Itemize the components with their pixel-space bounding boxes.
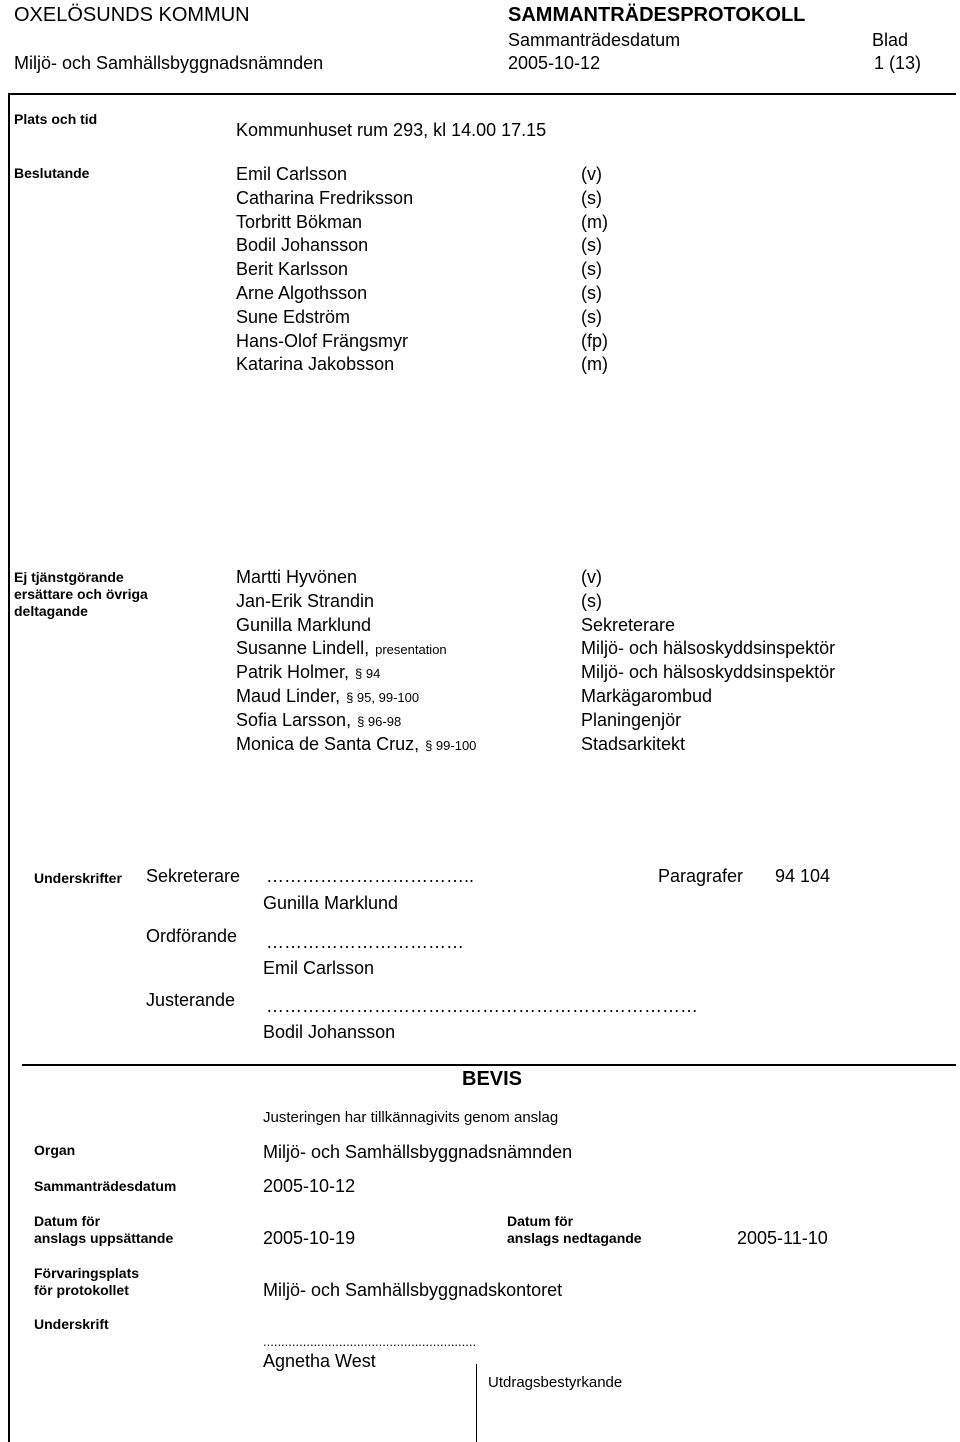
participant-name-row	[236, 710, 401, 731]
board-name: Miljö- och Samhällsbyggnadsnämnden	[14, 53, 324, 73]
paragraphs-value: 94 104	[775, 866, 831, 886]
removed-label-line-1: Datum för	[507, 1213, 574, 1229]
deciding-label: Beslutande	[14, 165, 90, 181]
participant-role: Miljö- och hälsoskyddsinspektör	[581, 662, 836, 683]
meeting-date-value: 2005-10-12	[508, 53, 601, 73]
place-value: Kommunhuset rum 293, kl 14.00 17.15	[236, 120, 547, 140]
left-border	[8, 93, 10, 1442]
deciding-member-name: Torbritt Bökman	[236, 211, 363, 232]
deciding-member-name: Berit Karlsson	[236, 259, 349, 280]
meeting-date-label: Sammanträdesdatum	[508, 30, 681, 50]
deciding-member-name: Bodil Johansson	[236, 235, 369, 256]
deciding-member-name: Emil Carlsson	[236, 164, 348, 184]
participant-role: Sekreterare	[581, 614, 676, 635]
participant-name-row	[236, 662, 380, 683]
page-label: Blad	[872, 30, 909, 50]
others-label-line-3: deltagande	[14, 603, 88, 619]
chair-name: Emil Carlsson	[263, 958, 375, 978]
participant-role: (s)	[581, 590, 602, 611]
deciding-member-name: Hans-Olof Frängsmyr	[236, 330, 409, 351]
paragraphs-label: Paragrafer	[658, 866, 744, 886]
deciding-member-party: (s)	[581, 306, 602, 327]
posted-label-line-2: anslags uppsättande	[34, 1230, 174, 1246]
deciding-member-party: (m)	[581, 211, 608, 232]
secretary-name: Gunilla Marklund	[263, 893, 399, 913]
participant-role: (v)	[581, 567, 602, 587]
posted-date-value: 2005-10-19	[263, 1228, 356, 1248]
participant-role: Stadsarkitekt	[581, 733, 686, 754]
others-label-line-2: ersättare och övriga	[14, 586, 148, 602]
deciding-member-party: (fp)	[581, 330, 608, 351]
participant-note: presentation	[375, 642, 447, 658]
participant-name-row	[236, 734, 476, 755]
participant-role: Planingenjör	[581, 709, 682, 730]
adjuster-name: Bodil Johansson	[263, 1022, 396, 1042]
participant-role: Markägarombud	[581, 686, 713, 706]
certifier-label: Utdragsbestyrkande	[488, 1374, 623, 1391]
bevis-date-label: Sammanträdesdatum	[34, 1178, 177, 1194]
participant-name-row	[236, 638, 447, 659]
deciding-member-name: Sune Edström	[236, 306, 351, 327]
removed-label-line-2: anslags nedtagande	[507, 1230, 642, 1246]
participant-note: § 96-98	[357, 713, 402, 729]
municipality-name: OXELÖSUNDS KOMMUN	[14, 4, 250, 26]
participant-name: Martti Hyvönen	[236, 567, 358, 587]
bevis-divider	[22, 1064, 956, 1066]
bevis-intro: Justeringen har tillkännagivits genom anslag	[263, 1109, 559, 1126]
participant-name: Gunilla Marklund	[236, 614, 372, 635]
page-value: 1 (13)	[874, 53, 922, 73]
participant-name: Monica de Santa Cruz,	[236, 733, 420, 754]
participant-name: Susanne Lindell,	[236, 638, 370, 659]
participant-role: Miljö- och hälsoskyddsinspektör	[581, 638, 836, 659]
bevis-title: BEVIS	[462, 1068, 523, 1090]
deciding-member-party: (s)	[581, 283, 602, 303]
organ-label: Organ	[34, 1142, 76, 1158]
deciding-member-party: (s)	[581, 259, 602, 280]
storage-label-line-2: för protokollet	[34, 1282, 129, 1298]
adjuster-label: Justerande	[146, 990, 236, 1010]
signature-name: Agnetha West	[263, 1351, 376, 1371]
deciding-member-name: Arne Algothsson	[236, 283, 368, 303]
signature-line: ...........................................................	[263, 1334, 477, 1349]
storage-value: Miljö- och Samhällsbyggnadskontoret	[263, 1280, 563, 1300]
deciding-member-name: Catharina Fredriksson	[236, 187, 414, 208]
participant-note: § 99-100	[425, 737, 477, 753]
participant-name-row	[236, 567, 363, 588]
signature-label: Underskrift	[34, 1316, 109, 1332]
header-divider	[8, 93, 956, 95]
participant-name: Jan-Erik Strandin	[236, 590, 375, 611]
bevis-date-value: 2005-10-12	[263, 1176, 356, 1196]
participant-name-row	[236, 591, 380, 612]
deciding-member-party: (m)	[581, 354, 608, 375]
document-type: SAMMANTRÄDESPROTOKOLL	[508, 4, 806, 26]
removed-date-value: 2005-11-10	[737, 1228, 828, 1248]
participant-name: Sofia Larsson,	[236, 709, 352, 730]
chair-label: Ordförande	[146, 926, 238, 946]
deciding-member-name: Katarina Jakobsson	[236, 354, 395, 375]
secretary-signature-line: ……………………………..	[266, 866, 475, 886]
posted-label-line-1: Datum för	[34, 1213, 101, 1229]
participant-name-row	[236, 615, 377, 636]
participant-name: Maud Linder,	[236, 686, 341, 706]
chair-signature-line: ……………………………	[266, 932, 464, 952]
organ-value: Miljö- och Samhällsbyggnadsnämnden	[263, 1142, 573, 1162]
deciding-member-party: (s)	[581, 187, 602, 208]
certifier-divider	[476, 1364, 477, 1442]
participant-name-row	[236, 686, 419, 707]
adjuster-signature-line: ………………………………………………………………	[266, 996, 698, 1016]
secretary-label: Sekreterare	[146, 866, 241, 886]
others-label-line-1: Ej tjänstgörande	[14, 569, 124, 585]
storage-label-line-1: Förvaringsplats	[34, 1265, 140, 1281]
place-label: Plats och tid	[14, 111, 98, 127]
participant-name: Patrik Holmer,	[236, 662, 350, 683]
deciding-member-party: (s)	[581, 235, 602, 256]
signatures-label: Underskrifter	[34, 870, 122, 886]
participant-note: § 94	[355, 666, 381, 682]
participant-note: § 95, 99-100	[346, 690, 420, 705]
deciding-member-party: (v)	[581, 164, 602, 184]
